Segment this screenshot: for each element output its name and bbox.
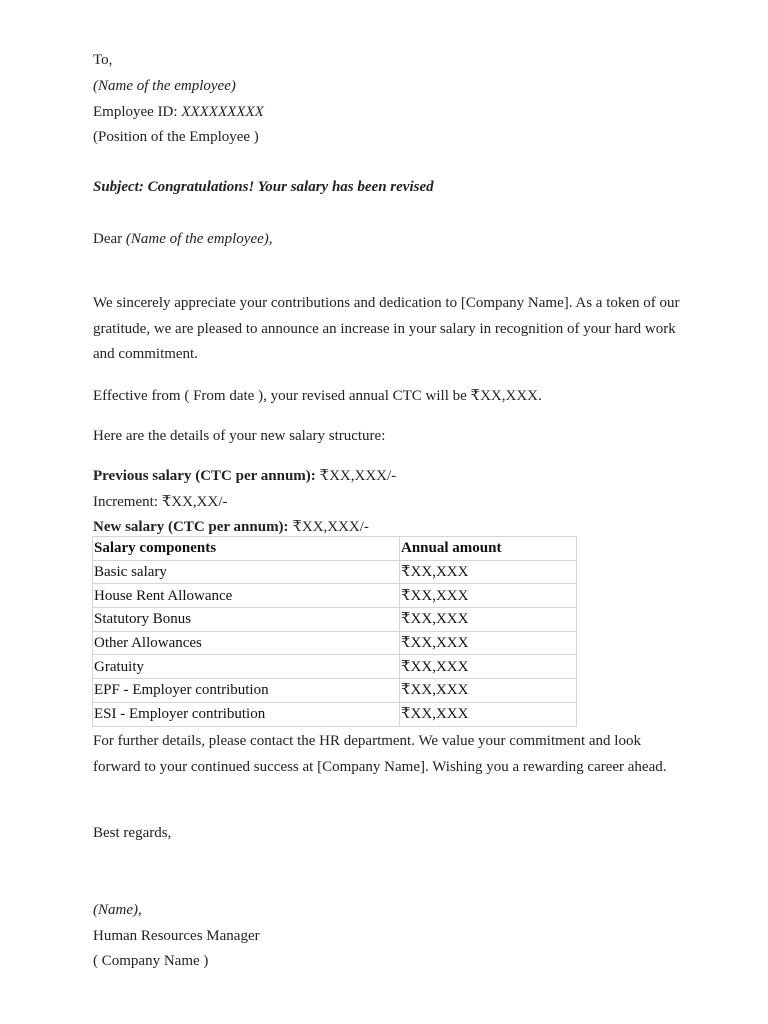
component-amount: ₹XX,XXX xyxy=(400,631,577,655)
component-name: EPF - Employer contribution xyxy=(93,679,400,703)
signer-name: (Name), xyxy=(93,902,142,918)
table-row xyxy=(93,584,577,608)
component-name: Statutory Bonus xyxy=(93,608,400,632)
component-name: Gratuity xyxy=(93,655,400,679)
table-row xyxy=(93,631,577,655)
table-header-row xyxy=(93,537,577,561)
component-amount: ₹XX,XXX xyxy=(400,679,577,703)
component-amount: ₹XX,XXX xyxy=(400,584,577,608)
effective-date-paragraph: Effective from ( From date ), your revised annual CTC will be ₹XX,XXX. xyxy=(93,388,542,404)
closing-paragraph: For further details, please contact the HR department. We value your commitment and look forward to your continued success at [Company Name]. Wishing you a rewarding career ahead. xyxy=(93,733,667,775)
salutation xyxy=(93,229,273,249)
recipient-name: (Name of the employee) xyxy=(93,78,236,94)
component-name: ESI - Employer contribution xyxy=(93,702,400,726)
new-salary-line xyxy=(93,517,369,537)
appreciation-paragraph: We sincerely appreciate your contributions and dedication to [Company Name]. As a token of our gratitude, we are pleased to announce an increase in your salary in recognition of your hard work and commitment. xyxy=(93,295,680,362)
employee-id-label: Employee ID: xyxy=(93,104,182,120)
employee-id-value: XXXXXXXXX xyxy=(181,104,264,120)
table-row xyxy=(93,560,577,584)
salutation-name: (Name of the employee), xyxy=(125,231,273,247)
component-name: Other Allowances xyxy=(93,631,400,655)
table-header-components: Salary components xyxy=(93,537,400,561)
component-amount: ₹XX,XXX xyxy=(400,702,577,726)
salary-table xyxy=(92,536,577,727)
signer-company: ( Company Name ) xyxy=(93,953,209,969)
previous-salary-line xyxy=(93,466,396,486)
salutation-dear: Dear xyxy=(93,231,126,247)
previous-salary-value: ₹XX,XXX/- xyxy=(315,468,397,484)
regards-line: Best regards, xyxy=(93,825,172,841)
to-line: To, xyxy=(93,52,113,68)
increment-line: Increment: ₹XX,XX/- xyxy=(93,494,228,510)
previous-salary-label: Previous salary (CTC per annum): xyxy=(93,468,316,484)
table-row xyxy=(93,679,577,703)
table-header-amount: Annual amount xyxy=(400,537,577,561)
table-row xyxy=(93,655,577,679)
employee-id-line xyxy=(93,102,264,122)
structure-intro-paragraph: Here are the details of your new salary structure: xyxy=(93,428,386,444)
component-name: Basic salary xyxy=(93,560,400,584)
component-amount: ₹XX,XXX xyxy=(400,608,577,632)
recipient-position: (Position of the Employee ) xyxy=(93,129,259,145)
component-amount: ₹XX,XXX xyxy=(400,655,577,679)
new-salary-value: ₹XX,XXX/- xyxy=(288,519,369,535)
table-row xyxy=(93,608,577,632)
component-name: House Rent Allowance xyxy=(93,584,400,608)
new-salary-label: New salary (CTC per annum): xyxy=(93,519,289,535)
table-row xyxy=(93,702,577,726)
component-amount: ₹XX,XXX xyxy=(400,560,577,584)
subject-line: Subject: Congratulations! Your salary has been revised xyxy=(93,179,434,195)
signer-title: Human Resources Manager xyxy=(93,928,260,944)
